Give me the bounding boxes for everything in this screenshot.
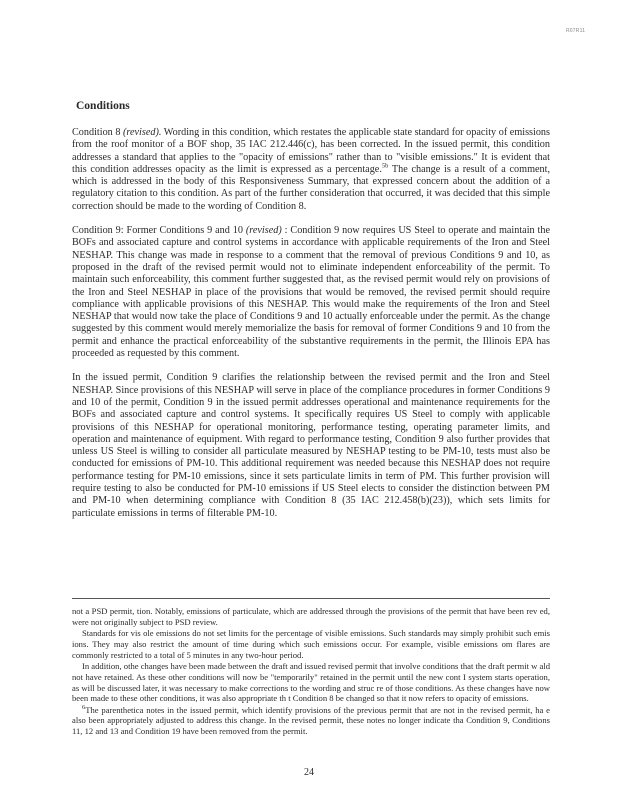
paragraph-text: : Condition 9 now requires US Steel to operate and maintain the BOFs and associated capture and control systems in accordance with applicable requirements of the Iron and Steel NESHAP. This change was made in response to a comment that the removal of previous Conditions 9 and 10, as proposed in the draft of the revised permit would not to eliminate independent enforceability of the permit. To maintain such enforceability, this comment further suggested that, as the revised permit would rely on provisions of the Iron and Steel NESHAP in place of the provisions that would be removed, the revised permit should require compliance with applicable provisions of this NESHAP. This would make the requirements of the Iron and Steel NESHAP that would now take the place of Conditions 9 and 10 actually enforceable under the permit. As the change suggested by this comment would merely memorialize the basis for removal of former Conditions 9 and 10 from the permit and enhance the practical enforceability of the substantive requirements in the permit, the Illinois EPA has proceeded as requested by this comment. [72,225,550,360]
paragraph-text: Wording in this condition, which restates the applicable state standard for opacity of emissions from the roof monitor of a BOF shop, 35 IAC 212.446(c), has been corrected. In the issued permit, this condition addresses a standard that applies to the "opacity of emissions" rather than to "visible emissions." It is evident that this condition addresses opacity as the limit is expressed as a percentage. [72,127,550,175]
footnotes [72,606,550,738]
paragraph-condition-9 [72,225,550,360]
paragraph-lead: Condition 9: Former Conditions 9 and 10 [72,225,243,237]
footnote-reference: 5b [381,162,389,170]
page-number: 24 [304,767,314,778]
body-text [72,127,550,532]
paragraph-condition-8 [72,127,550,213]
footnote: Standards for vis ole emissions do not set limits for the percentage of visible emissions. Such standards may simply prohibit such emis ions. They may also restrict the amount of time during which such emissions occur. For example, visible emissions om flares are commonly restricted to a total of 5 minutes in any two-hour period. [72,628,550,660]
footnote: not a PSD permit, tion. Notably, emissions of particulate, which are addressed through the provisions of the permit that have been rev ed, were not originally subject to PSD review. [72,606,550,627]
paragraph-text-continued: The change is a result of a comment, which is addressed in the body of this Responsiveness Summary, that expressed concern about the addition of a regulatory citation to this condition. As part of the further consideration that occurred, it was decided that this simple correction should be made to the wording of Condition 8. [72,163,550,212]
footnote-separator [72,598,550,599]
paragraph-lead: Condition 8 [72,127,121,138]
document-id-stamp: R07R11 [566,28,586,34]
revised-marker: (revised) [245,225,282,237]
footnote-marker: 6 [82,703,86,711]
footnote [72,705,550,737]
footnote-text: The parenthetica notes in the issued permit, which identify provisions of the previous permit that are not in the revised permit, ha e also been appropriately adjusted to address this change. In the revised permit, these notes no longer indicate tha Condition 9, Conditions 11, 12 and 13 and Condition 19 have been removed from the permit. [72,704,550,737]
paragraph-issued-permit: In the issued permit, Condition 9 clarifies the relationship between the revised permit and the Iron and Steel NESHAP. Since provisions of this NESHAP will serve in place of the compliance procedures in former Conditions 9 and 10 of the permit, Condition 9 in the issued permit addresses operational and maintenance requirements for the BOFs and associated capture and control systems. It specifically requires US Steel to comply with applicable provisions of this NESHAP for operational monitoring, performance testing, operating parameter limits, and operation and maintenance of equipment. With regard to performance testing, Condition 9 also further provides that unless US Steel is willing to consider all particulate measured by NESHAP testing to be PM-10, tests must also be conducted for emissions of PM-10. This additional requirement was needed because this NESHAP does not require performance testing for PM-10 emissions, since it sets particulate limits in term of PM. This further provision will require testing to also be conducted for PM-10 emissions if US Steel elects to consider the distinction between PM and PM-10 when determining compliance with Condition 8 (35 IAC 212.458(b)(23)), which sets limits for particulate emissions in terms of filterable PM-10. [72,372,550,519]
footnote: In addition, othe changes have been made between the draft and issued revised permit that involve conditions that the draft permit w ald not have retained. As these other conditions will now be "temporarily" retained in the permit until the new cont I system starts operation, as will be discussed later, it was necessary to make corrections to the wording and struc re of those conditions. As these changes have now been made to these other conditions, it was also appropriate th t Condition 8 be changed so that it now refers to opacity of emissions. [72,660,550,704]
revised-marker: (revised). [123,127,162,138]
section-heading: Conditions [76,100,130,112]
